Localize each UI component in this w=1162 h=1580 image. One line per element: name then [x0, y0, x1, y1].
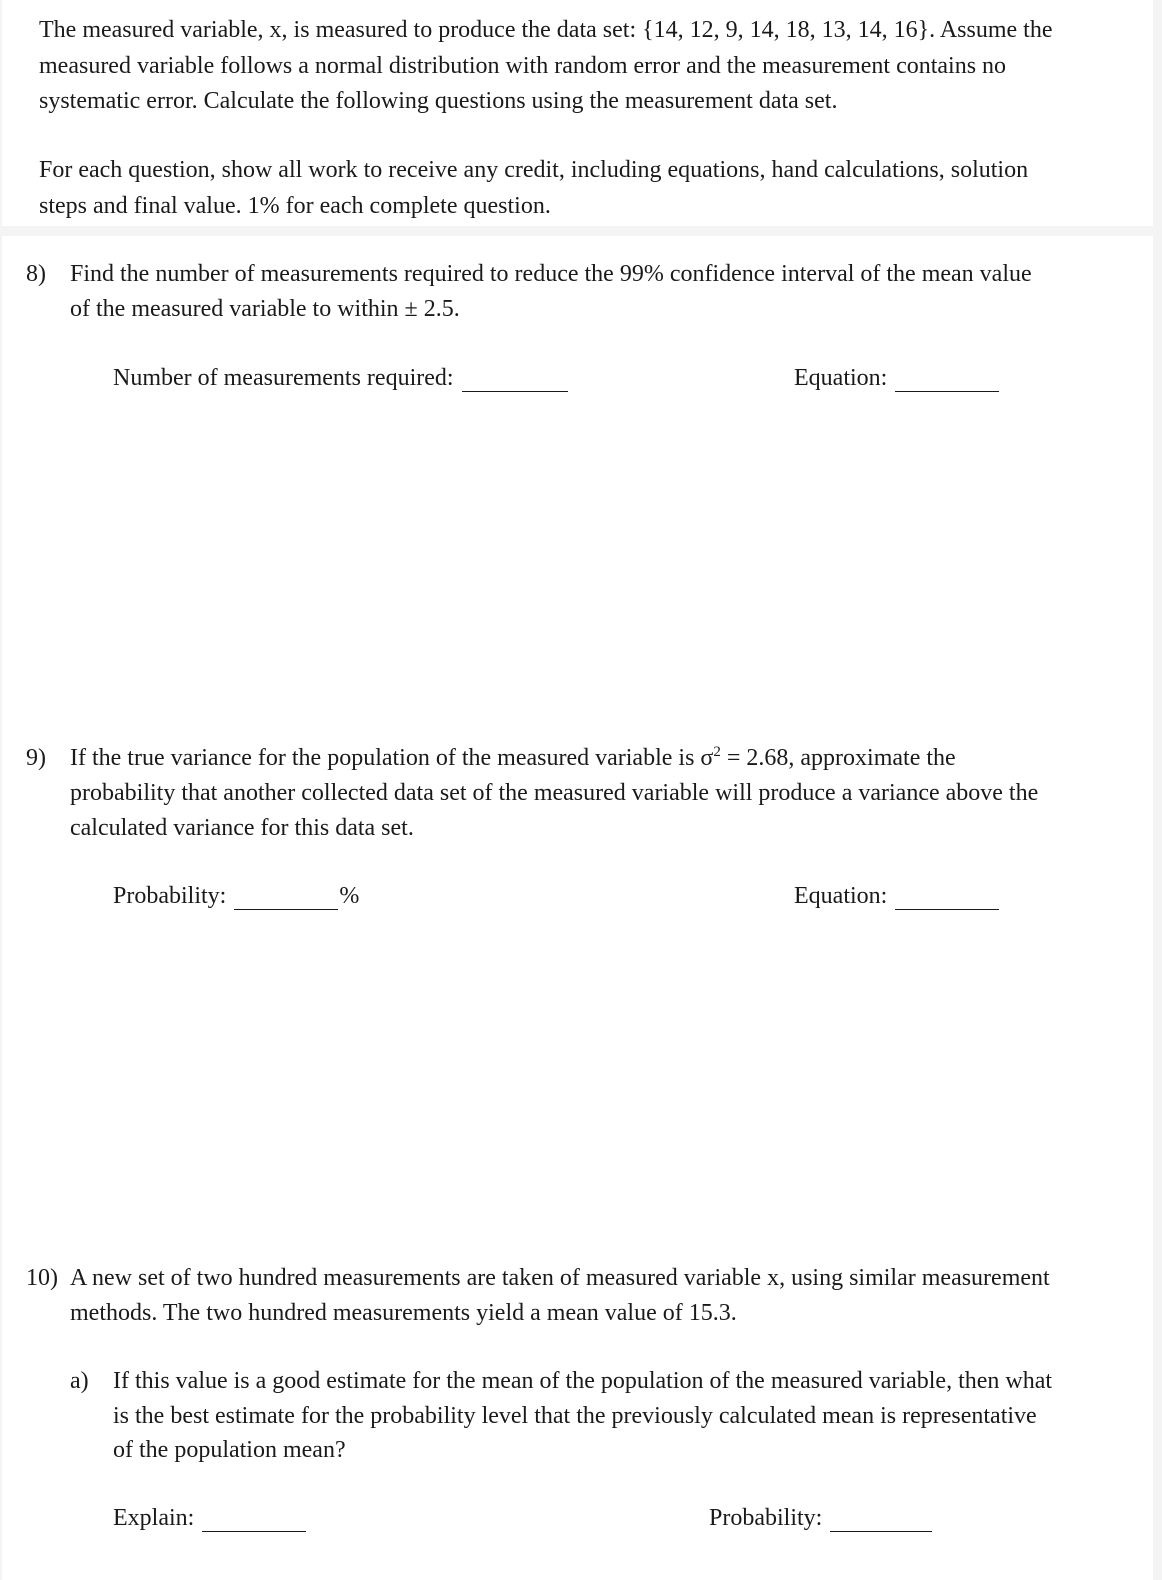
question-9-superscript: 2: [713, 744, 721, 760]
question-9-line-1-text: If the true variance for the population of the measured variable is σ: [70, 745, 714, 771]
question-9-line-2: probability that another collected data set of the measured variable will produce a variance above the: [70, 780, 1039, 806]
question-10a-line-3: of the population mean?: [113, 1437, 346, 1463]
question-9-line-1: [70, 744, 956, 772]
question-8-line-2: of the measured variable to within ± 2.5.: [70, 296, 460, 322]
question-9-equation-blank[interactable]: [895, 887, 999, 910]
question-8-line-1: Find the number of measurements required to reduce the 99% confidence interval of the mean value: [70, 261, 1032, 287]
intro-line-3: systematic error. Calculate the following questions using the measurement data set.: [39, 88, 838, 114]
question-10a-label: a): [70, 1368, 89, 1394]
question-9-percent-sign: %: [339, 883, 360, 909]
intro-line-5: steps and final value. 1% for each complete question.: [39, 193, 551, 219]
intro-line-4: For each question, show all work to receive any credit, including equations, hand calculations, solution: [39, 157, 1029, 183]
intro-line-2: measured variable follows a normal distribution with random error and the measurement contains no: [39, 53, 1007, 79]
question-8-answer-blank[interactable]: [462, 369, 568, 392]
question-9-line-1-value: = 2.68, approximate the: [720, 745, 956, 771]
question-8-equation-field[interactable]: [794, 364, 999, 392]
question-10a-line-2: is the best estimate for the probability level that the previously calculated mean is representative: [113, 1403, 1037, 1429]
question-10a-probability-label: Probability:: [709, 1505, 823, 1531]
question-10a-explain-label: Explain:: [113, 1505, 195, 1531]
question-8-equation-label: Equation:: [794, 365, 888, 391]
question-9-answer-field[interactable]: [113, 882, 359, 910]
question-10a-probability-field[interactable]: [709, 1504, 932, 1532]
question-9-answer-blank[interactable]: [234, 887, 338, 910]
intro-panel: [2, 0, 1153, 226]
question-9-line-3: calculated variance for this data set.: [70, 815, 414, 841]
question-8-equation-blank[interactable]: [895, 369, 999, 392]
intro-line-1: The measured variable, x, is measured to produce the data set: {14, 12, 9, 14, 18, 13, 14, 16}. Assume the: [39, 17, 1053, 43]
question-8-answer-label: Number of measurements required:: [113, 365, 454, 391]
question-10-line-1: A new set of two hundred measurements are taken of measured variable x, using similar measurement: [70, 1265, 1050, 1291]
question-10a-probability-blank[interactable]: [830, 1509, 932, 1532]
questions-panel: [2, 236, 1153, 1580]
question-9-equation-field[interactable]: [794, 882, 999, 910]
question-10-line-2: methods. The two hundred measurements yield a mean value of 15.3.: [70, 1300, 737, 1326]
question-8-number: 8): [26, 261, 46, 287]
question-9-number: 9): [26, 745, 46, 771]
question-8-answer-field[interactable]: [113, 364, 568, 392]
question-10a-explain-blank[interactable]: [202, 1509, 306, 1532]
question-9-equation-label: Equation:: [794, 883, 888, 909]
question-9-answer-label: Probability:: [113, 883, 227, 909]
question-10a-explain-field[interactable]: [113, 1504, 306, 1532]
question-10-number: 10): [26, 1265, 58, 1291]
question-10a-line-1: If this value is a good estimate for the mean of the population of the measured variable, then what: [113, 1368, 1053, 1394]
